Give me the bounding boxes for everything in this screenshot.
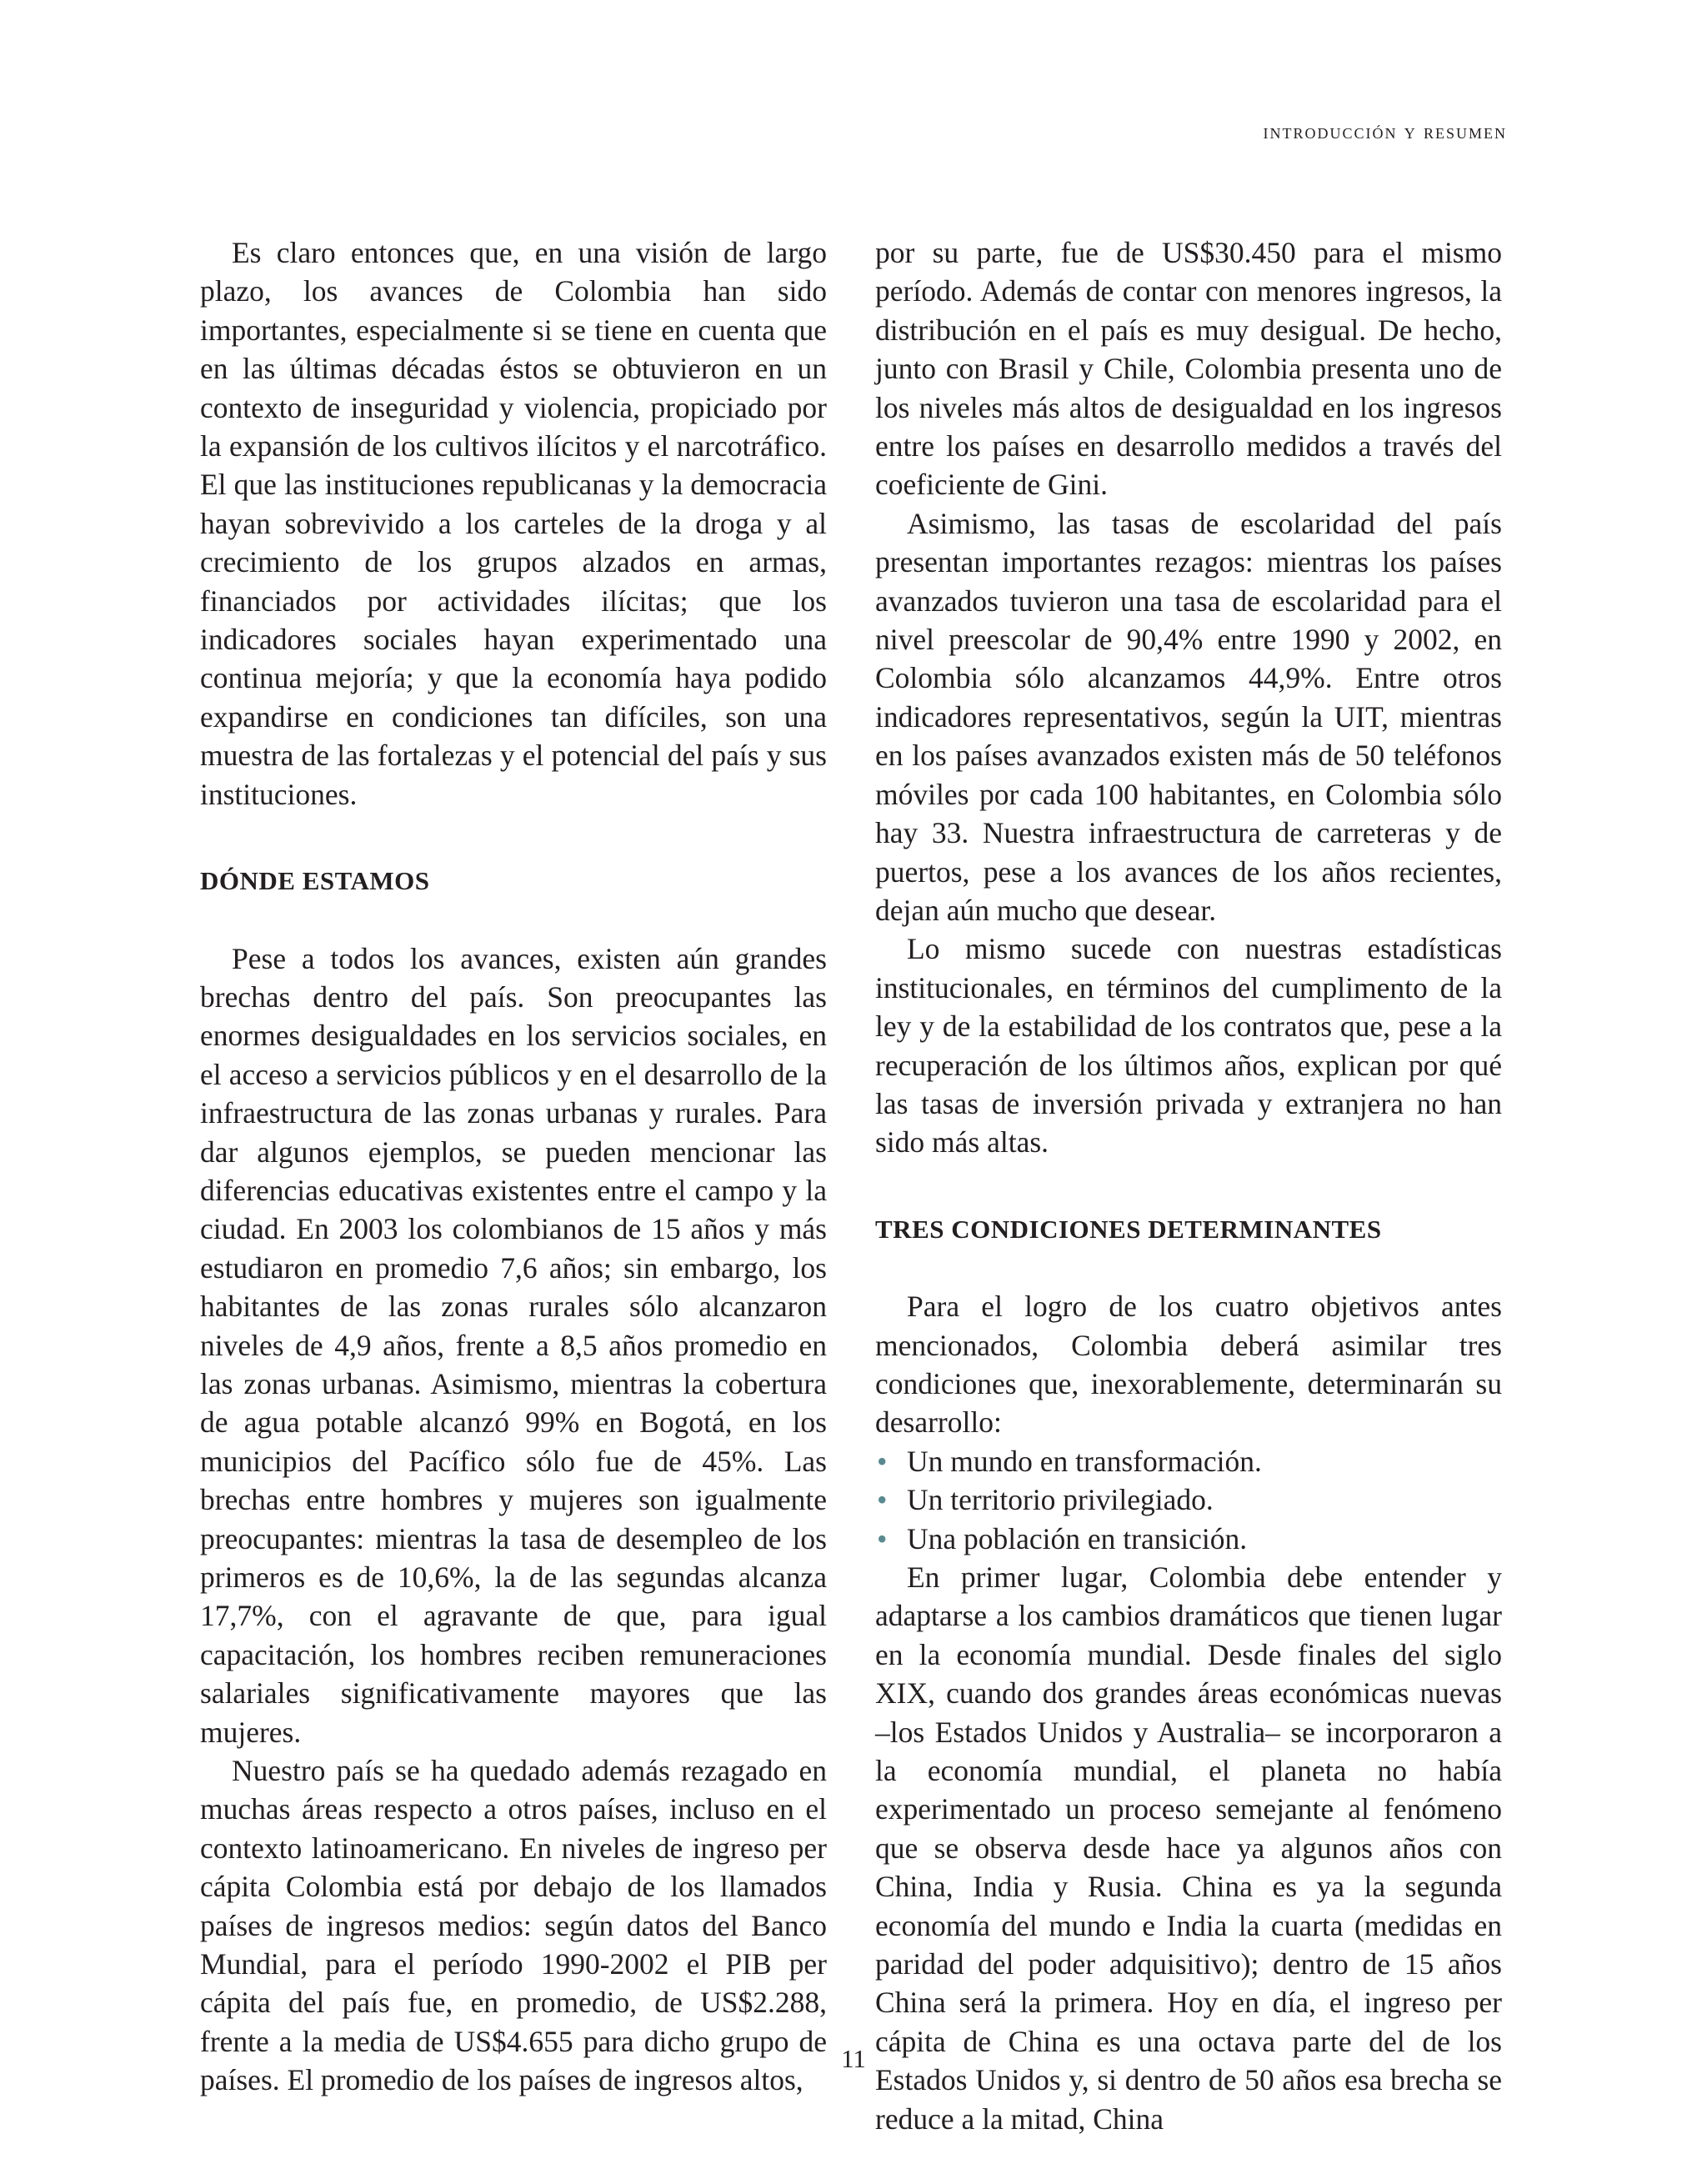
right-column (875, 233, 1502, 2138)
list-item (875, 1520, 1502, 1558)
section-heading-donde-estamos: DÓNDE ESTAMOS (200, 866, 430, 896)
page-number: 11 (841, 2044, 866, 2073)
paragraph-continuation: por su parte, fue de US$30.450 para el mismo período. Además de contar con menores ingresos, la distribución en el país es muy desigual. De hecho, junto con Brasil y Chile, Colombia presenta uno de los niveles más altos de desigualdad en los ingresos entre los países en desarrollo medidos a través del coeficiente de Gini. (875, 236, 1502, 502)
paragraph-objetivos: Para el logro de los cuatro objetivos antes mencionados, Colombia deberá asimilar tres condiciones que, inexorablemente, determinarán su desarrollo: (875, 1290, 1502, 1440)
paragraph-escolaridad: Asimismo, las tasas de escolaridad del país presentan importantes rezagos: mientras los países avanzados tuvieron una tasa de escolaridad para el nivel preescolar de 90,4% entre 1990 y 2002, en Colombia sólo alcanzamos 44,9%. Entre otros indicadores representativos, según la UIT, mientras en los países avanzados existen más de 50 teléfonos móviles por cada 100 habitantes, en Colombia sólo hay 33. Nuestra infraestructura de carreteras y de puertos, pese a los avances de los años recientes, dejan aún mucho que desear. (875, 506, 1502, 927)
list-item-text: Un territorio privilegiado. (907, 1483, 1214, 1517)
paragraph-estadisticas: Lo mismo sucede con nuestras estadísticas institucionales, en términos del cumplimento de la ley y de la estabilidad de los contratos que, pese a la recuperación de los últimos años, explican por qué las tasas de inversión privada y extranjera no han sido más altas. (875, 932, 1502, 1160)
list-item (875, 1480, 1502, 1519)
paragraph-brechas: Pese a todos los avances, existen aún grandes brechas dentro del país. Son preocupantes las enormes desigualdades en los servicios sociales, en el acceso a servicios públicos y en el desarrollo de la infraestructura de las zonas urbanas y rurales. Para dar algunos ejemplos, se pueden mencionar las diferencias educativas existentes entre el campo y la ciudad. En 2003 los colombianos de 15 años y más estudiaron en promedio 7,6 años; sin embargo, los habitantes de las zonas rurales sólo alcanzaron niveles de 4,9 años, frente a 8,5 años promedio en las zonas urbanas. Asimismo, mientras la cobertura de agua potable alcanzó 99% en Bogotá, en los municipios del Pacífico sólo fue de 45%. Las brechas entre hombres y mujeres son igualmente preocupantes: mientras la tasa de desempleo de los primeros es de 10,6%, la de las segundas alcanza 17,7%, con el agravante de que, para igual capacitación, los hombres reciben remuneraciones salariales significativamente mayores que las mujeres. (200, 941, 827, 1749)
running-head: introducción y resumen (1263, 121, 1507, 143)
bullet-icon: • (877, 1444, 888, 1478)
paragraph-intro: Es claro entonces que, en una visión de largo plazo, los avances de Colombia han sido importantes, especialmente si se tiene en cuenta que en las últimas décadas éstos se obtuvieron en un contexto de inseguridad y violencia, propiciado por la expansión de los cultivos ilícitos y el narcotráfico. El que las instituciones republicanas y la democracia hayan sobrevivido a los carteles de la droga y al crecimiento de los grupos alzados en armas, financiados por actividades ilícitas; que los indicadores sociales hayan experimentado una continua mejoría; y que la economía haya podido expandirse en condiciones tan difíciles, son una muestra de las fortalezas y el potencial del país y sus instituciones. (200, 236, 827, 811)
section-gap (200, 814, 827, 862)
bullet-icon: • (877, 1521, 888, 1555)
list-item-text: Un mundo en transformación. (907, 1444, 1262, 1478)
paragraph-rezago: Nuestro país se ha quedado además rezagado en muchas áreas respecto a otros países, incluso en el contexto latinoamericano. En niveles de ingreso per cápita Colombia está por debajo de los llamados países de ingresos medios: según datos del Banco Mundial, para el período 1990-2002 el PIB per cápita del país fue, en promedio, de US$2.288, frente a la media de US$4.655 para dicho grupo de países. El promedio de los países de ingresos altos, (200, 1754, 827, 2097)
heading-gap (875, 1249, 1502, 1287)
conditions-list (875, 1442, 1502, 1558)
left-column (200, 233, 827, 2100)
section-heading-tres-condiciones: TRES CONDICIONES DETERMINANTES (875, 1214, 1382, 1244)
bullet-icon: • (877, 1483, 888, 1517)
heading-gap (200, 901, 827, 939)
section-gap (875, 1162, 1502, 1210)
paragraph-primer-lugar: En primer lugar, Colombia debe entender y adaptarse a los cambios dramáticos que tienen lugar en la economía mundial. Desde finales del siglo XIX, cuando dos grandes áreas económicas nuevas –los Estados Unidos y Australia– se incorporaron a la economía mundial, el planeta no había experimentado un proceso semejante al fenómeno que se observa desde hace ya algunos años con China, India y Rusia. China es ya la segunda economía del mundo e India la cuarta (medidas en paridad del poder adquisitivo); dentro de 15 años China será la primera. Hoy en día, el ingreso per cápita de China es una octava parte del de los Estados Unidos y, si dentro de 50 años esa brecha se reduce a la mitad, China (875, 1560, 1502, 2136)
list-item (875, 1442, 1502, 1480)
list-item-text: Una población en transición. (907, 1521, 1248, 1555)
